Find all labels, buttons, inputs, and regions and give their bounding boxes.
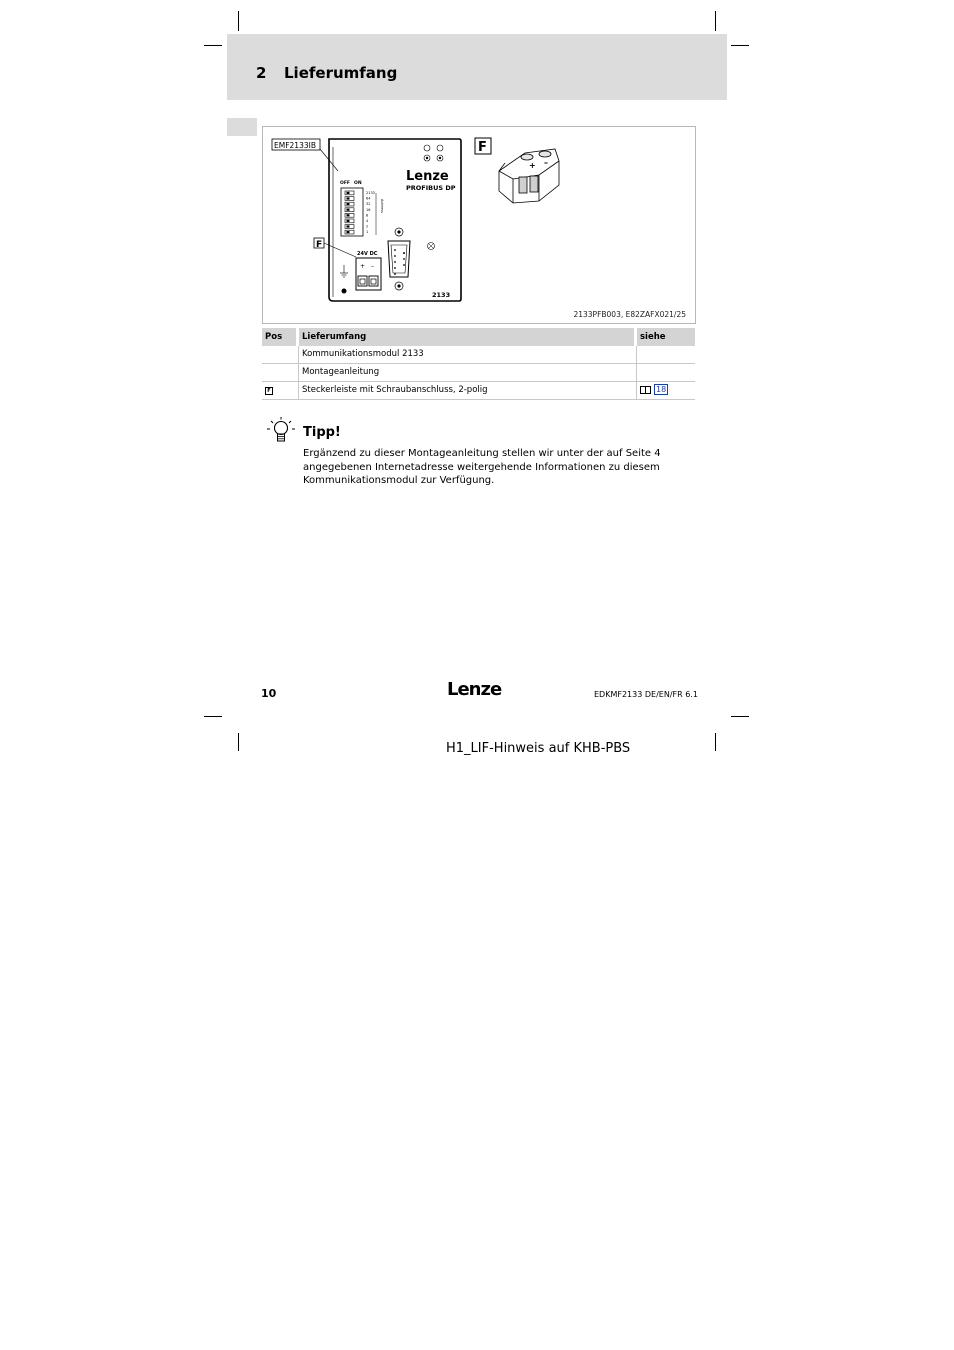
svg-text:F: F	[478, 140, 487, 155]
page-number: 10	[261, 687, 277, 700]
table-row	[262, 382, 695, 400]
crop-mark	[204, 45, 222, 46]
tip-text: Ergänzend zu dieser Montageanleitung stellen wir unter der auf Seite 4 angegebenen Internetadresse weitergehende Informationen zu diesem Kommunikationsmodul zur Verfügung.	[303, 448, 661, 486]
bus-label: PROFIBUS DP	[406, 184, 456, 192]
connector-pin	[394, 267, 396, 269]
dip-switch-value: 1	[366, 230, 369, 235]
crop-mark	[731, 716, 749, 717]
page-reference-link[interactable]: 18	[656, 385, 667, 394]
svg-text:F: F	[316, 240, 323, 250]
table-header-row	[262, 328, 695, 346]
cell-item: Montageanleitung	[299, 364, 637, 382]
footer-logo: Lenze	[447, 679, 502, 700]
column-header-pos: Pos	[262, 328, 299, 346]
ground-screw-icon	[342, 289, 347, 294]
cell-item: Steckerleiste mit Schraubanschluss, 2-polig	[299, 382, 637, 400]
document-id: EDKMF2133 DE/EN/FR 6.1	[594, 690, 698, 699]
dip-switch-value: 32	[366, 202, 371, 207]
svg-text:OFF: OFF	[340, 181, 350, 186]
svg-text:–: –	[371, 263, 374, 270]
cell-pos	[262, 382, 299, 400]
dip-switch	[341, 188, 363, 236]
connector-pin	[394, 255, 396, 257]
svg-text:–: –	[544, 158, 548, 167]
connector-marker-icon: F	[265, 387, 273, 395]
plug-connector-drawing	[499, 149, 559, 203]
crop-mark	[238, 733, 239, 751]
product-figure	[262, 126, 696, 324]
dip-switch-value: 2	[366, 224, 369, 229]
model-number: 2133	[432, 291, 451, 299]
led-icon	[437, 145, 443, 151]
figure-caption: 2133PFB003, E82ZAFX021/25	[573, 310, 686, 319]
crop-mark	[731, 45, 749, 46]
dip-switch-positions	[345, 191, 354, 234]
dip-switch-value: 4	[366, 219, 369, 223]
column-header-item: Lieferumfang	[299, 328, 637, 346]
scope-of-supply-table	[262, 328, 695, 400]
chapter-number: 2	[256, 64, 267, 82]
column-header-ref: siehe	[637, 328, 695, 346]
cell-ref	[637, 346, 695, 364]
cell-ref	[637, 382, 695, 400]
supply-label: 24V DC	[357, 251, 378, 257]
cell-item: Kommunikationsmodul 2133	[299, 346, 637, 364]
svg-text:ON: ON	[354, 181, 362, 186]
connector-pin	[394, 261, 396, 263]
connector-pin	[403, 264, 405, 266]
lightbulb-icon	[266, 416, 296, 444]
tip-title: Tipp!	[303, 425, 341, 440]
dip-switch-value: 64	[366, 196, 371, 201]
connector-pin	[394, 249, 396, 251]
book-icon	[640, 386, 651, 394]
cell-pos	[262, 346, 299, 364]
crop-mark	[204, 716, 222, 717]
cell-ref	[637, 364, 695, 382]
table-row	[262, 364, 695, 382]
crop-mark	[715, 11, 716, 31]
crop-mark	[715, 733, 716, 751]
module-drawing	[263, 127, 695, 323]
crop-mark	[238, 11, 239, 31]
dip-switch-value: 2133	[366, 191, 375, 195]
side-tab	[227, 118, 257, 136]
connector-pin	[403, 252, 405, 254]
brand-logo: Lenze	[406, 169, 449, 184]
connector-pin	[403, 258, 405, 260]
cell-pos	[262, 364, 299, 382]
table-row	[262, 346, 695, 364]
callout-label: EMF2133IB	[274, 141, 316, 150]
led-icon	[424, 145, 430, 151]
chapter-title: Lieferumfang	[284, 64, 398, 82]
dip-switch-value: 16	[366, 207, 371, 212]
bottom-note: H1_LIF-Hinweis auf KHB-PBS	[446, 741, 631, 756]
dip-switch-value: 8	[366, 213, 369, 218]
svg-text:+: +	[360, 263, 366, 270]
connector-pin	[394, 273, 396, 275]
svg-text:+: +	[529, 161, 536, 170]
switch-group-label: Address	[380, 199, 384, 213]
